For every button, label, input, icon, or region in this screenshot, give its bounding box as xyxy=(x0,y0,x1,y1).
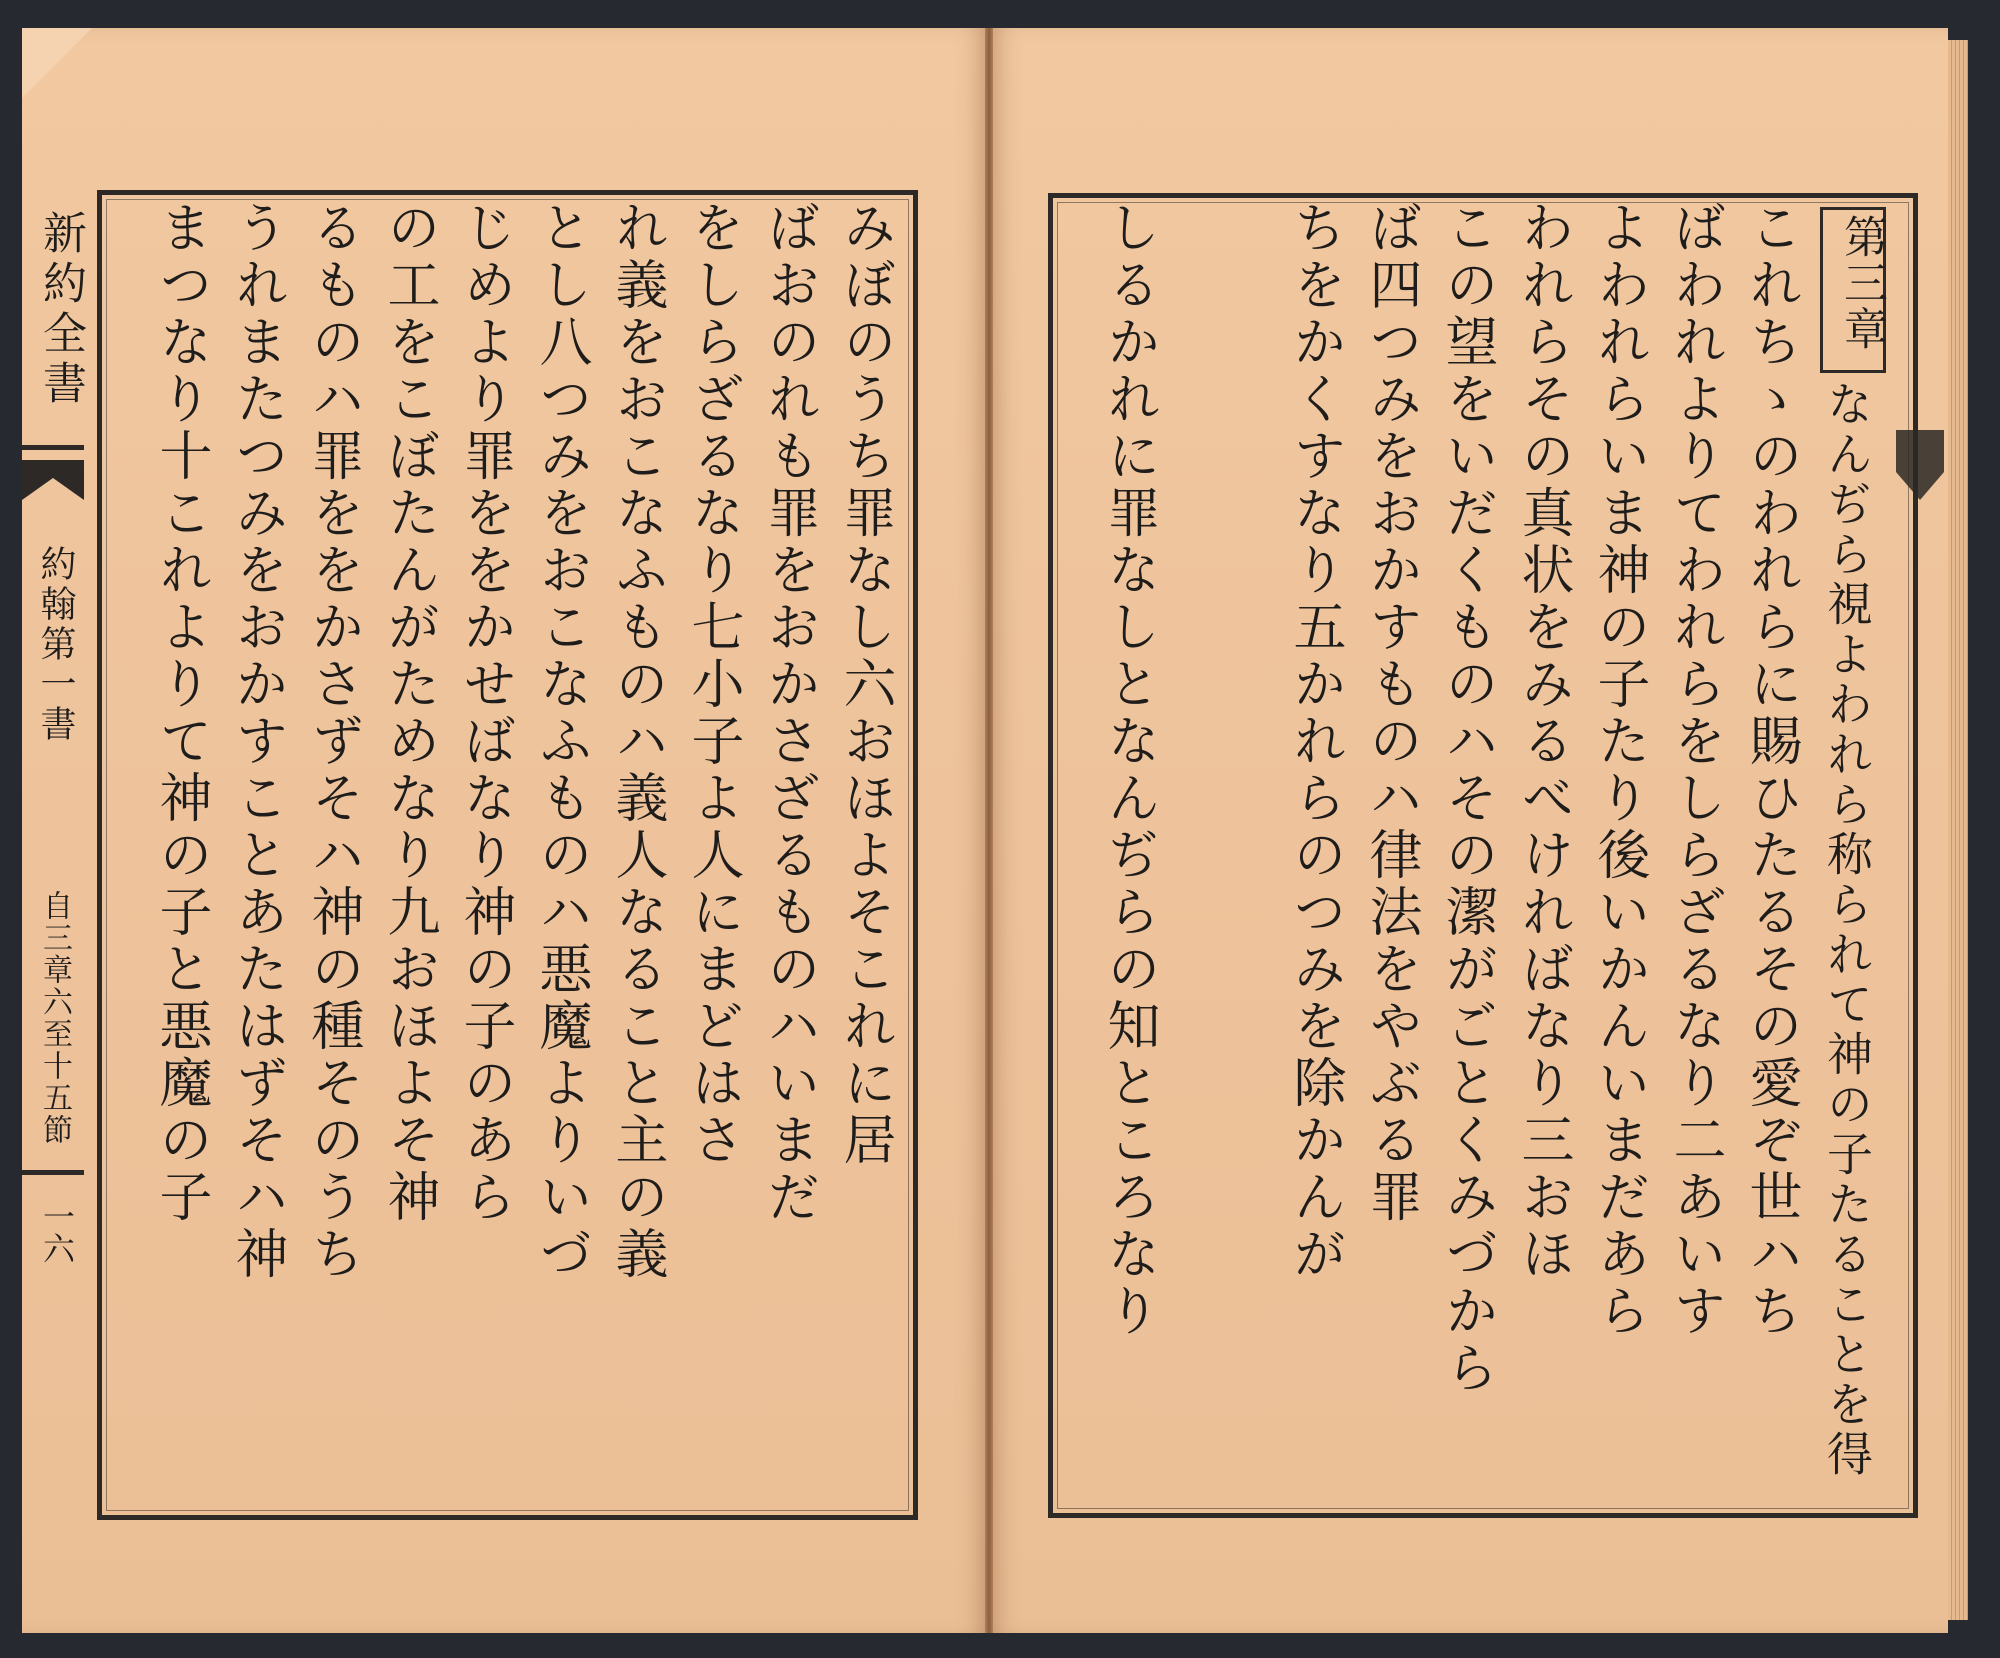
running-chapter: 約翰第一書 xyxy=(35,545,76,745)
text-column: まつなり十これよりて神の子と悪魔の子 xyxy=(151,200,212,1226)
text-column: ばおのれも罪をおかさざるものハいまだ xyxy=(759,200,820,1226)
text-column: うれまたつみをおかすことあたはずそハ神 xyxy=(227,200,288,1283)
book-spine xyxy=(985,28,993,1633)
chapter-heading: 第三章 xyxy=(1836,214,1887,352)
text-column: れ義をおこなふものハ義人なること主の義 xyxy=(607,200,668,1283)
page-number: 一六 xyxy=(38,1200,76,1264)
text-column: ちをかくすなり五かれらのつみを除かんが xyxy=(1285,200,1346,1283)
verse-range: 自三章六至十五節 xyxy=(37,890,72,1146)
text-column: じめより罪ををかせばなり神の子のあら xyxy=(455,200,516,1226)
text-column: とし八つみをおこなふものハ悪魔よりいづ xyxy=(531,200,592,1283)
text-column: ばわれよりてわれらをしらざるなり二あいす xyxy=(1665,200,1726,1340)
book-title: 新約全書 xyxy=(35,210,86,410)
text-column: みぼのうち罪なし六おほよそこれに居 xyxy=(835,200,896,1169)
text-column: をしらざるなり七小子よ人にまどはさ xyxy=(683,200,744,1169)
text-column: ば四つみをおかすものハ律法をやぶる罪 xyxy=(1361,200,1422,1226)
text-column: この望をいだくものハその潔がごとくみづから xyxy=(1437,200,1498,1397)
text-column: これちゝのわれらに賜ひたるその愛ぞ世ハち xyxy=(1741,200,1802,1340)
left-margin-column xyxy=(22,200,84,1520)
text-column: るものハ罪ををかさずそハ神の種そのうち xyxy=(303,200,364,1283)
page-edges xyxy=(1948,40,1968,1620)
text-column: よわれらいま神の子たり後いかんいまだあら xyxy=(1589,200,1650,1340)
fishtail-mark-icon xyxy=(22,460,84,500)
dog-ear-corner xyxy=(22,28,92,98)
text-column: われらその真状をみるべければなり三おほ xyxy=(1513,200,1574,1283)
chapter-heading-box xyxy=(1820,207,1886,373)
text-column: なんぢら視よわれら称られて神の子たることを得 xyxy=(1820,380,1874,1480)
margin-divider xyxy=(22,445,84,450)
margin-divider xyxy=(22,1170,84,1175)
text-column: の工をこぼたんがためなり九おほよそ神 xyxy=(379,200,440,1226)
text-column: しるかれに罪なしとなんぢらの知ところなり xyxy=(1099,200,1160,1340)
